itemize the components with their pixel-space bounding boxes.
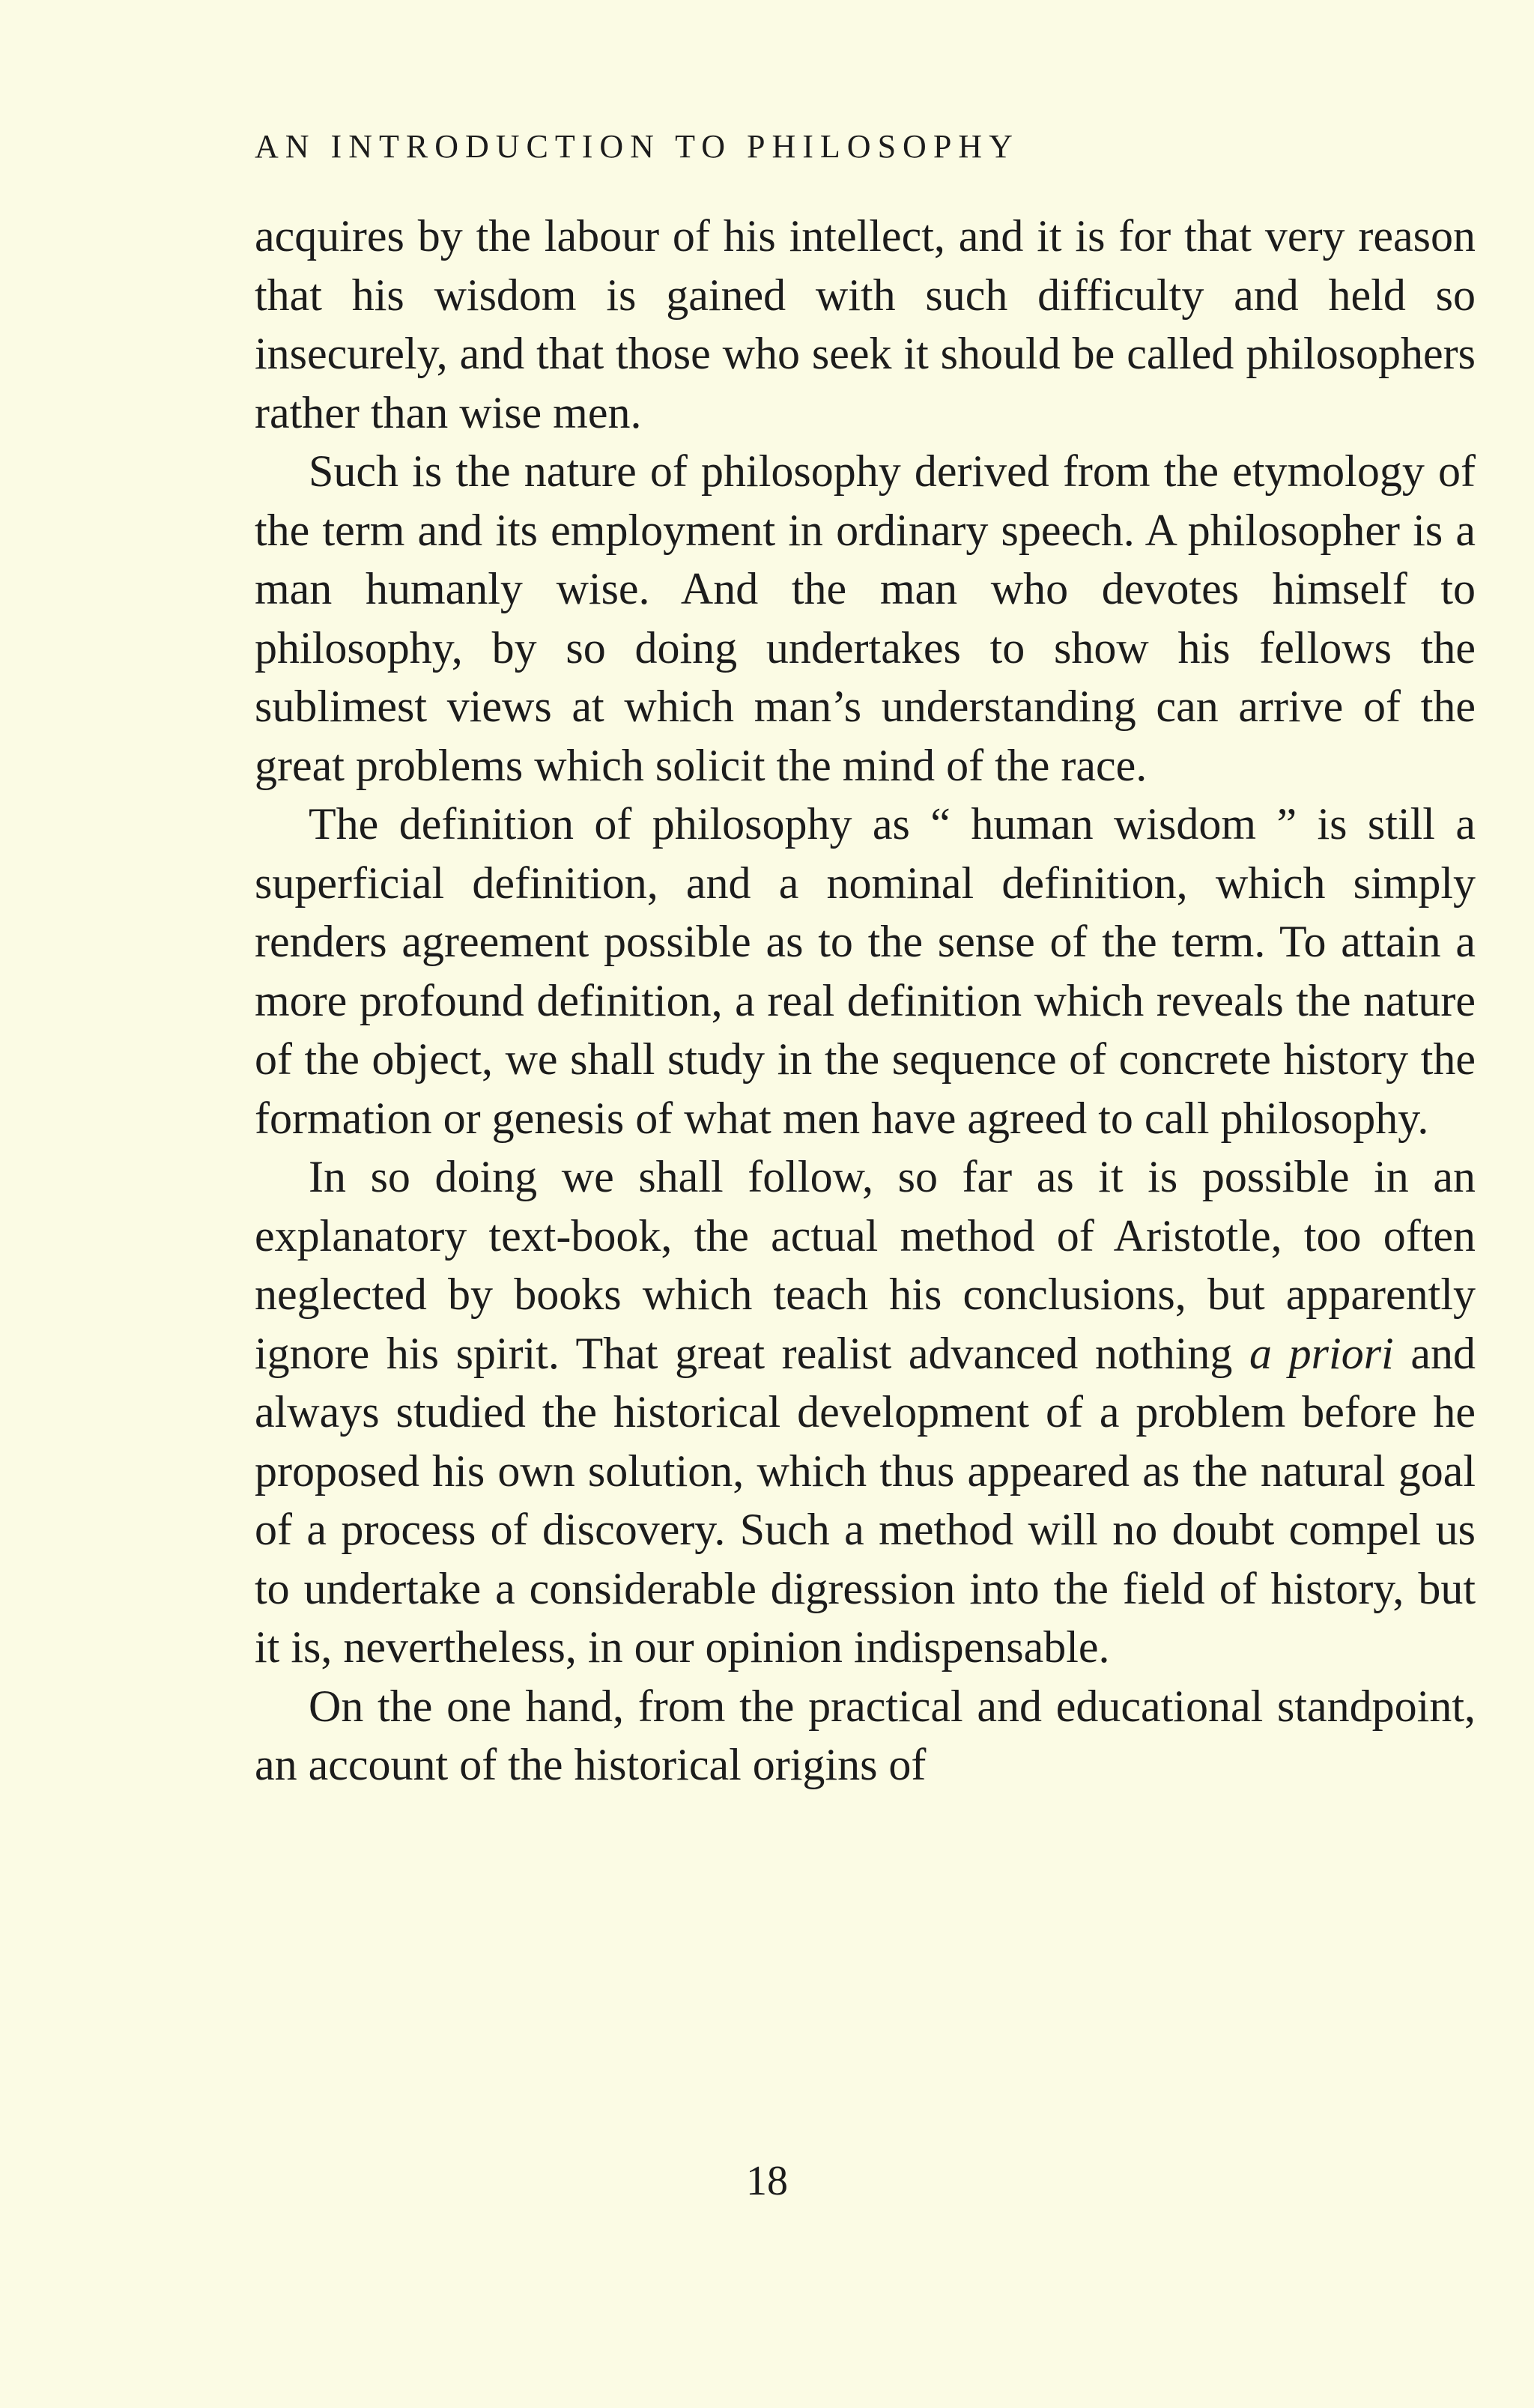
paragraph-3: The definition of philosophy as “ human wisdom ” is still a superficial definition, and a nominal definition, which simply renders agreement possible as to the sense of the term. To attain a more profound definition, a real definition which reveals the nature of the object, we shall study in the sequence of concrete history the formation or genesis of what men have agreed to call philosophy.: [255, 799, 1476, 1143]
page-number: 18: [746, 2158, 788, 2204]
running-head: AN INTRODUCTION TO PHILOSOPHY: [255, 128, 1019, 165]
paragraph-2: Such is the nature of philosophy derived from the etymology of the term and its employment in ordinary speech. A philosopher is a man humanly wise. And the man who devotes himself to philosophy, by so doing undertakes to show his fellows the sublimest views at which man’s understanding can arrive of the great problems which solicit the mind of the race.: [255, 446, 1476, 790]
paragraph-5: On the one hand, from the practical and educational standpoint, an account of the historical origins of: [255, 1681, 1476, 1789]
paragraph-4-text-start: In so doing we shall follow, so far as it is possible in an explanatory text-book, the actual method of Aristotle, too often neglected by books which teach his conclusions, but apparently ignore his spirit. That great realist advanced nothing: [255, 1152, 1476, 1378]
paragraph-4: [255, 1147, 1476, 1677]
paragraph-4-text-end: and always studied the historical development of a problem before he proposed his own solution, which thus appeared as the natural goal of a process of discovery. Such a method will no doubt compel us to undertake a considerable digression into the field of history, but it is, nevertheless, in our opinion indispensable.: [255, 1328, 1476, 1672]
paragraph-1: acquires by the labour of his intellect, and it is for that very reason that his wisdom is gained with such difficulty and held so insecurely, and that those who seek it should be called philosophers rather than wise men.: [255, 211, 1476, 437]
paragraph-4-italic-term: a priori: [1249, 1328, 1394, 1378]
body-text: [255, 207, 1476, 1795]
